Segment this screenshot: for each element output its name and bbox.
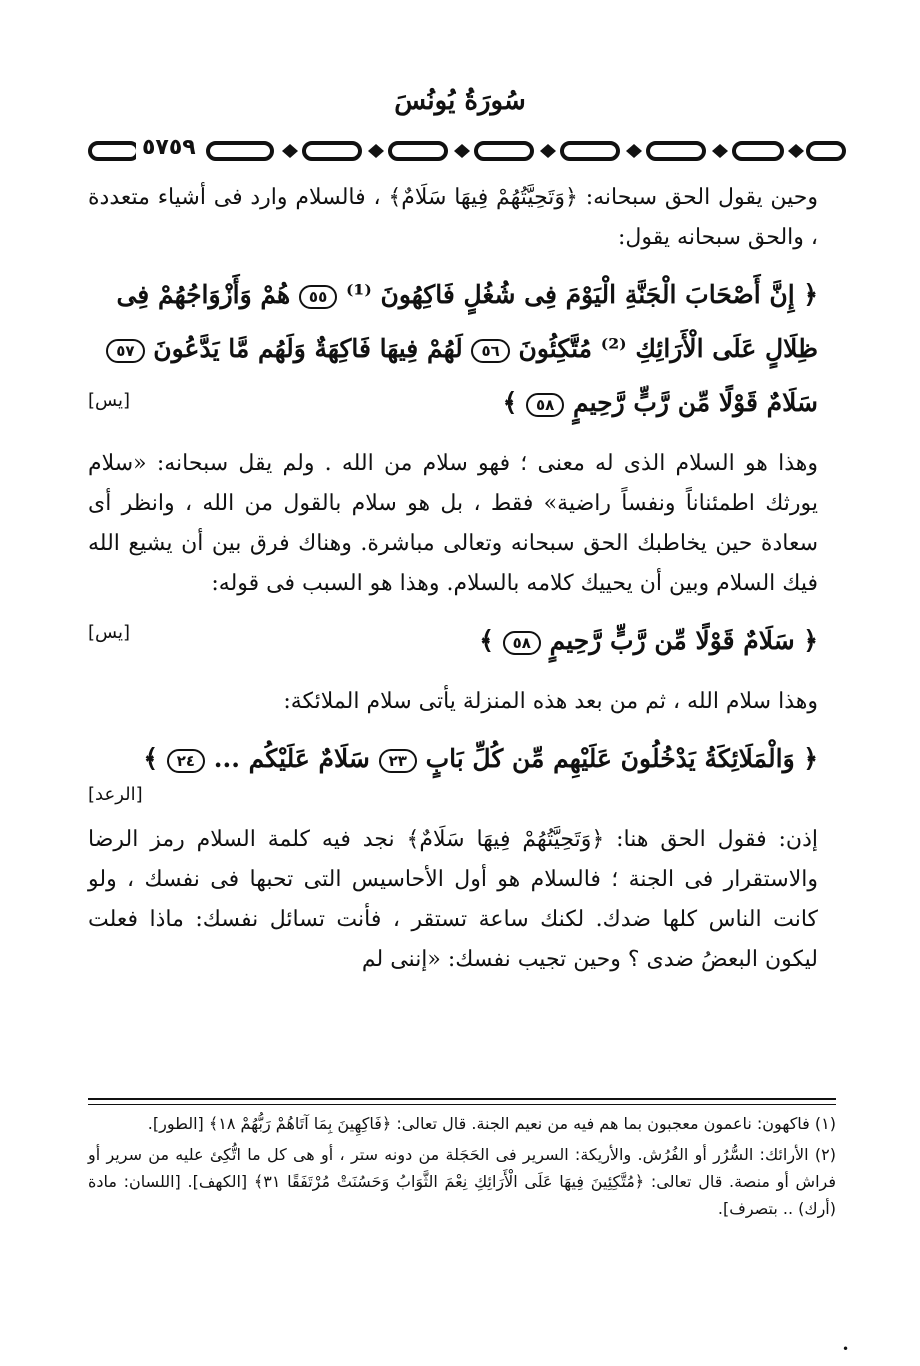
verse-text: ﴿ وَالْمَلَائِكَةُ يَدْخُلُونَ عَلَيْهِم مِّن كُلِّ بَابٍ (425, 744, 818, 773)
paragraph-4: إذن: فقول الحق هنا: ﴿وَتَحِيَّتُهُمْ فِيهَا سَلَامٌ﴾ نجد فيه كلمة السلام رمز الرضا والاستقرار فى الجنة ؛ فالسلام هو أول الأحاسيس التى تحبها فى نفسك ، ولو كانت الناس كلها ضدك. لكنك ساعة تستقر ، فأنت تسائل نفسك: ماذا فعلت ليكون البعضُ ضدى ؟ وحين تجيب نفسك: «إننى لم (88, 827, 818, 972)
verse-text: سَلَامٌ عَلَيْكُم ... (213, 744, 370, 773)
verse-text: ﴿ سَلَامٌ قَوْلًا مِّن رَّبٍّ رَّحِيمٍ (549, 626, 818, 655)
verse-text: هُمْ وَأَزْوَاجُهُمْ فِى (116, 280, 291, 309)
footnote-2: (٢) الأرائك: السُّرُر أو الفُرُش. والأريكة: السرير فى الحَجَلة من دونه ستر ، أو هى كل ما اتُّكِئ عليه من سرير أو فراش أو منصة. قال تعالى: ﴿مُتَّكِئِينَ فِيهَا عَلَى الْأَرَائِكِ نِعْمَ الثَّوَابُ وَحَسُنَتْ مُرْتَفَقًا ٣١﴾ [الكهف]. [اللسان: مادة (أرك) .. بتصرف]. (88, 1145, 837, 1218)
header-ornament-band (88, 134, 848, 168)
verse-text: ظِلَالٍ عَلَى الْأَرَائِكِ ⁽²⁾ مُتَّكِئُونَ (518, 334, 818, 363)
verse-close-bracket: ﴾ (479, 626, 494, 655)
verse-number: ٥٦ (471, 339, 509, 363)
verse-number: ٥٥ (299, 285, 337, 309)
verse-close-bracket: ﴾ (143, 744, 159, 773)
verse-number: ٢٤ (167, 749, 205, 773)
verse-text: لَهُمْ فِيهَا فَاكِهَةٌ وَلَهُم مَّا يَدَّعُونَ (153, 334, 463, 363)
verse-number: ٥٧ (106, 339, 144, 363)
footnote-divider (88, 1098, 836, 1100)
verse-line (88, 376, 818, 430)
verse-text: ﴿ إِنَّ أَصْحَابَ الْجَنَّةِ الْيَوْمَ فِى شُغُلٍ فَاكِهُونَ ⁽¹⁾ (345, 280, 818, 309)
paragraph-1: وحين يقول الحق سبحانه: ﴿وَتَحِيَّتُهُمْ فِيهَا سَلَامٌ﴾ ، فالسلام وارد فى أشياء متعددة ، والحق سبحانه يقول: (88, 185, 818, 250)
footnote-divider-thin (88, 1104, 836, 1105)
verse-number: ٥٨ (503, 631, 541, 655)
footnotes (88, 1110, 836, 1226)
corner-mark: • (842, 1342, 850, 1356)
verse-source: [يس] (88, 622, 131, 643)
footnote-1: (١) فاكهون: ناعمون معجبون بما هم فيه من نعيم الجنة. قال تعالى: ﴿فَاكِهِينَ بِمَا آتَاهُمْ رَبُّهُمْ ١٨﴾ [الطور]. (147, 1114, 836, 1133)
main-text (88, 178, 818, 990)
paragraph-3: وهذا سلام الله ، ثم من بعد هذه المنزلة يأتى سلام الملائكة: (283, 689, 818, 714)
paragraph-2: وهذا هو السلام الذى له معنى ؛ فهو سلام من الله . ولم يقل سبحانه: «سلام يورثك اطمئناناً ونفساً راضية» فقط ، بل هو سلام بالقول من الله ، وانظر أى سعادة حين يخاطبك الحق سبحانه وتعالى مباشرة. وهناك فرق بين أن يشيع الله فيك السلام وبين أن يحييك كلامه بالسلام. وهذا هو السبب فى قوله: (88, 451, 818, 596)
verse-number: ٥٨ (526, 393, 564, 417)
verse-block-yasin-55-58 (88, 268, 818, 430)
verse-block-raad (88, 732, 818, 805)
surah-title: سُورَةُ يُونُسَ (394, 86, 526, 116)
verse-block-yasin-58 (88, 614, 818, 668)
verse-source: [الرعد] (88, 784, 143, 805)
verse-close-bracket: ﴾ (502, 388, 518, 417)
verse-text: سَلَامٌ قَوْلًا مِّن رَّبٍّ رَّحِيمٍ (572, 388, 818, 417)
verse-line (88, 614, 818, 668)
verse-source: [يس] (88, 390, 131, 411)
page-number: ٥٧٥٩ (136, 135, 202, 160)
verse-number: ٢٣ (379, 749, 417, 773)
verse-line (88, 732, 818, 786)
verse-line (88, 322, 818, 376)
verse-line (88, 268, 818, 322)
